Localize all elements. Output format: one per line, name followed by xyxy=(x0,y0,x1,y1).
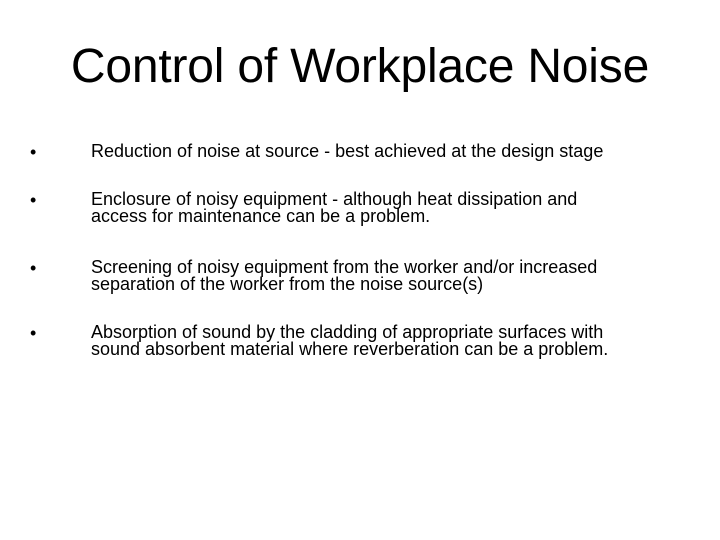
bullet-marker: • xyxy=(30,142,37,162)
bullet-marker: • xyxy=(30,323,37,343)
bullet-line: access for maintenance can be a problem. xyxy=(91,206,431,226)
bullet-text-1 xyxy=(91,143,691,160)
bullet-marker: • xyxy=(30,258,37,278)
bullet-text-4 xyxy=(91,324,691,358)
bullet-line: Reduction of noise at source - best achieved at the design stage xyxy=(91,141,604,161)
bullet-text-3 xyxy=(91,259,691,293)
bullet-line: Enclosure of noisy equipment - although heat dissipation and xyxy=(91,189,578,209)
bullet-line: separation of the worker from the noise source(s) xyxy=(91,274,484,294)
bullet-line: Absorption of sound by the cladding of appropriate surfaces with xyxy=(91,322,604,342)
bullet-line: Screening of noisy equipment from the worker and/or increased xyxy=(91,257,598,277)
bullet-text-2 xyxy=(91,191,691,225)
slide-title: Control of Workplace Noise xyxy=(70,40,650,93)
bullet-marker: • xyxy=(30,190,37,210)
bullet-line: sound absorbent material where reverberation can be a problem. xyxy=(91,339,609,359)
